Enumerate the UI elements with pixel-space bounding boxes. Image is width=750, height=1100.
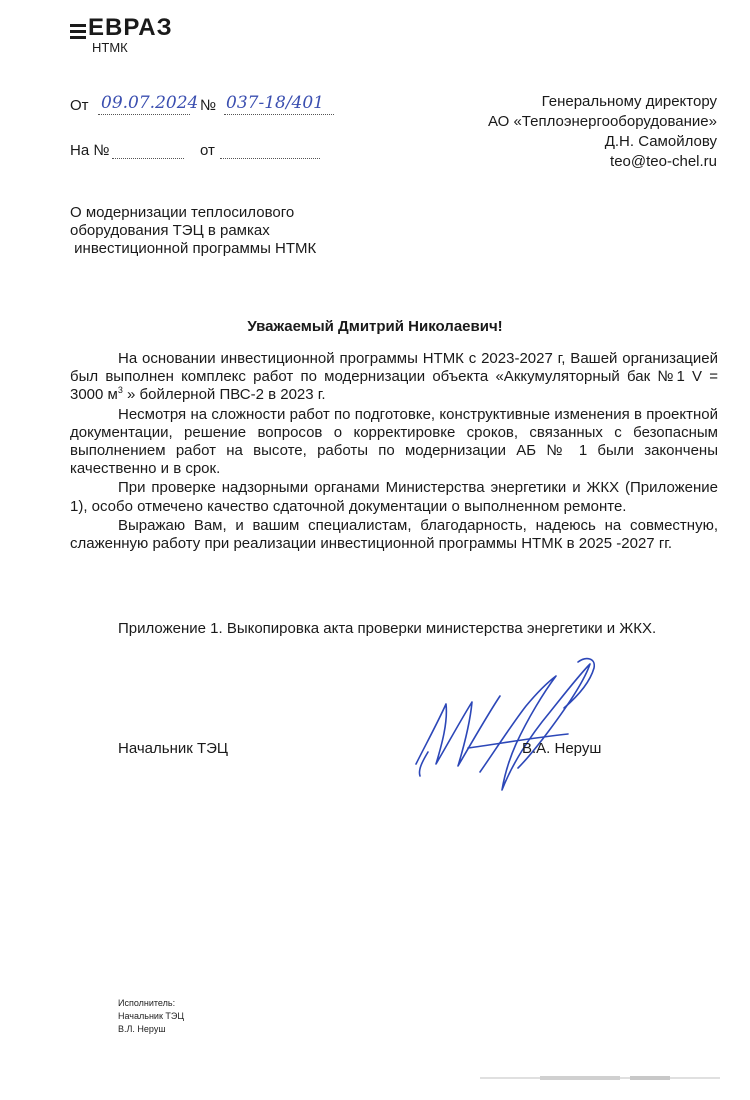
number-label: № xyxy=(200,97,217,114)
body-paragraph-2: Несмотря на сложности работ по подготовке, конструктивные изменения в проектной документации, решение вопросов о корректировке сроков, связанных с безопасным выполнением работ на высоте, работы по модернизации АБ № 1 были закончены качественно и в срок. xyxy=(70,405,718,478)
subject-line: О модернизации теплосилового xyxy=(70,204,295,221)
company-division: НТМК xyxy=(92,40,128,55)
executor-label: Исполнитель: xyxy=(118,998,176,1008)
reference-date-label: от xyxy=(200,142,215,159)
company-logo-text: ЕВРАЗ xyxy=(88,14,173,41)
handwritten-number: 037-18/401 xyxy=(226,93,324,113)
addressee-company: АО «Теплоэнергооборудование» xyxy=(487,113,717,130)
number-underline xyxy=(224,114,334,115)
date-underline xyxy=(98,114,190,115)
addressee-email: teo@teo-chel.ru xyxy=(610,153,717,170)
appendix-note: Приложение 1. Выкопировка акта проверки министерства энергетики и ЖКХ. xyxy=(118,620,657,637)
evraz-logo-mark-icon xyxy=(70,22,88,40)
signatory-position: Начальник ТЭЦ xyxy=(118,740,229,757)
from-label: От xyxy=(70,97,89,114)
addressee-block xyxy=(397,92,717,172)
executor-block xyxy=(118,997,184,1036)
handwritten-date: 09.07.2024 xyxy=(101,93,199,113)
addressee-position: Генеральному директору xyxy=(541,93,717,110)
body-paragraph-1 xyxy=(70,350,718,405)
executor-position: Начальник ТЭЦ xyxy=(118,1011,185,1021)
executor-name: В.Л. Неруш xyxy=(118,1024,166,1034)
subject-line: оборудования ТЭЦ в рамках xyxy=(70,222,270,239)
salutation: Уважаемый Дмитрий Николаевич! xyxy=(247,318,503,335)
reference-number-underline xyxy=(112,158,184,159)
superscript-three: 3 xyxy=(117,385,123,396)
body-paragraph-3: При проверке надзорными органами Министерства энергетики и ЖКХ (Приложение 1), особо отмечено качество сдаточной документации о выполненном ремонте. xyxy=(70,479,718,515)
subject-line: инвестиционной программы НТМК xyxy=(70,240,317,257)
signatory-name: В.А. Неруш xyxy=(522,740,602,757)
body-paragraph-4: Выражаю Вам, и вашим специалистам, благодарность, надеюсь на совместную, слаженную работу при реализации инвестиционной программы НТМК в 2025 -2027 гг. xyxy=(70,516,718,553)
letter-body xyxy=(70,350,718,553)
scan-artifact-stripe xyxy=(480,1075,720,1081)
body-paragraph-1-text: На основании инвестиционной программы НТМК с 2023-2027 г, Вашей организацией был выполнен комплекс работ по модернизации объекта «Аккумуляторный бак №1 V = 3000 м xyxy=(70,350,718,404)
reference-number-label: На № xyxy=(70,142,110,159)
body-paragraph-1-tail: » бойлерной ПВС-2 в 2023 г. xyxy=(122,386,326,404)
handwritten-signature xyxy=(408,652,618,802)
addressee-name: Д.Н. Самойлову xyxy=(604,133,717,150)
reference-date-underline xyxy=(220,158,320,159)
letter-subject xyxy=(70,204,370,258)
